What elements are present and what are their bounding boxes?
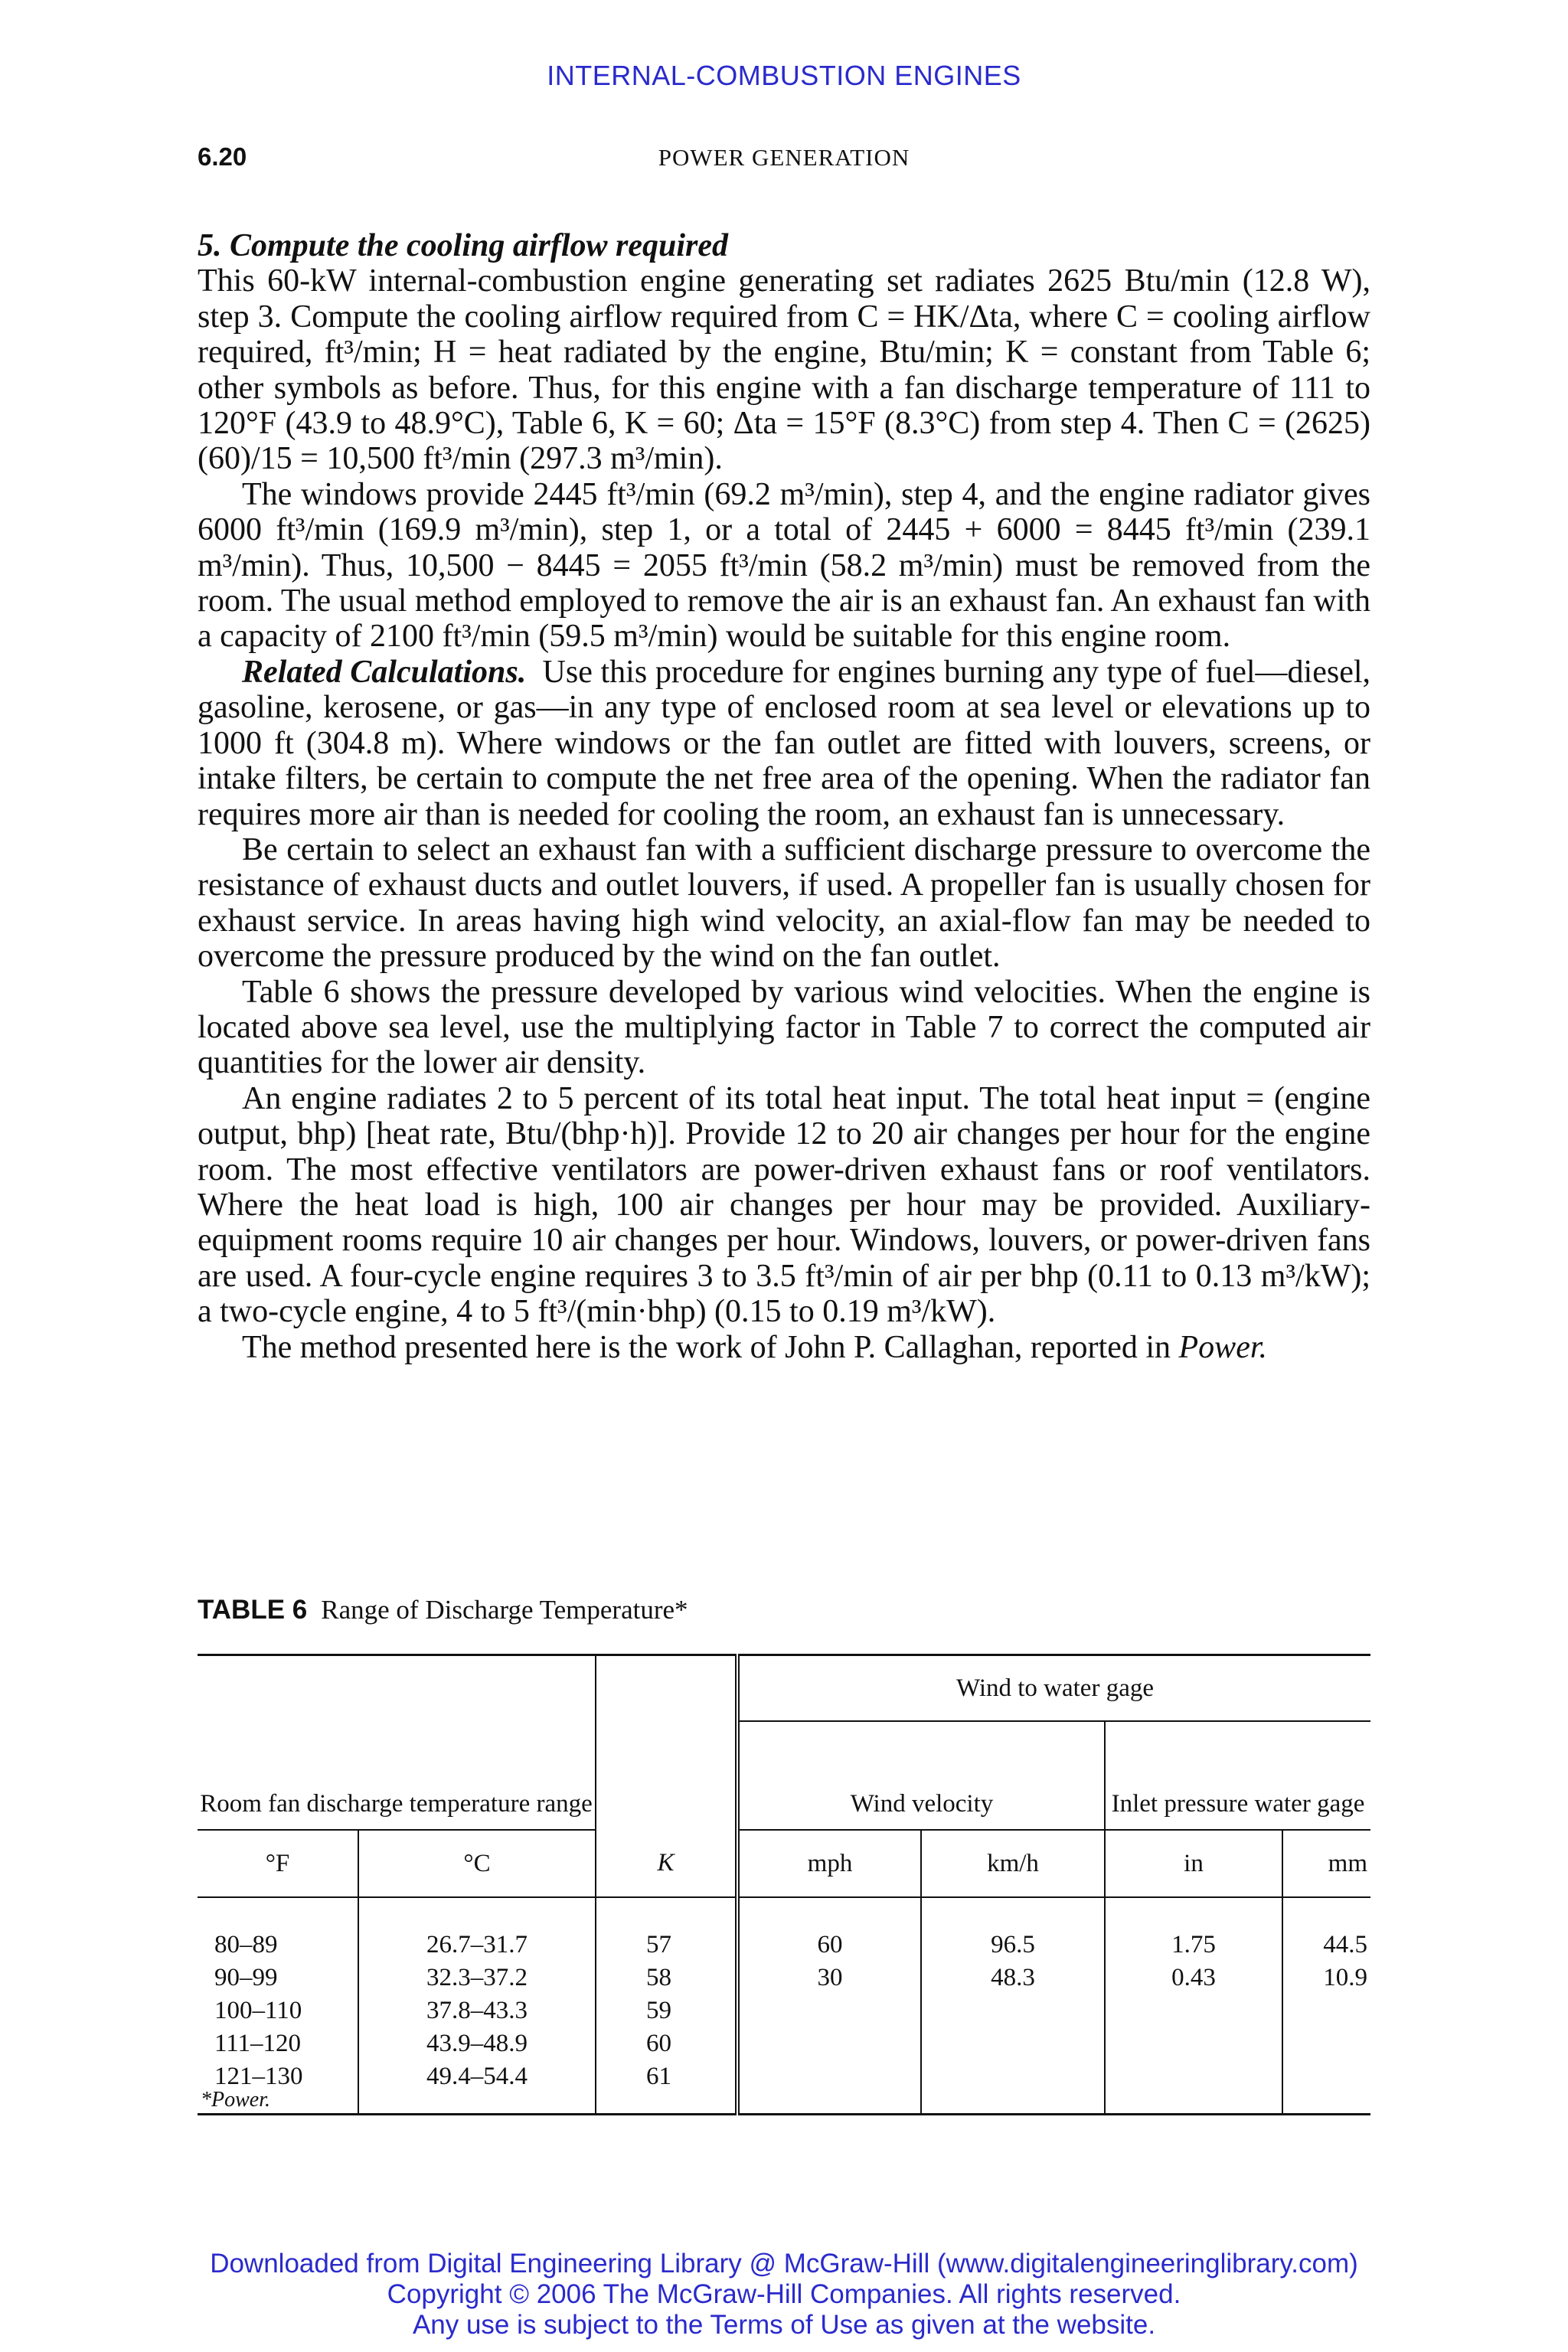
copyright-line: Copyright © 2006 The McGraw-Hill Companies. All rights reserved.	[387, 2279, 1181, 2309]
step-paragraph-2: The windows provide 2445 ft³/min (69.2 m³/min), step 4, and the engine radiator gives 6000 ft³/min (169.9 m³/min), step 1, or a total of 2445 + 6000 = 8445 ft³/min (239.1 m³/min). Thus, 10,500 − 8445 = 2055 ft³/min (58.2 m³/min) must be removed from the room. The usual method employed to remove the air is an exhaust fan. An exhaust fan with a capacity of 2100 ft³/min (59.5 m³/min) would be suitable for this engine room.	[198, 476, 1370, 655]
discharge-temperature-table	[198, 1654, 1370, 2115]
body-text	[198, 228, 1370, 1365]
chapter-banner: INTERNAL-COMBUSTION ENGINES	[547, 60, 1021, 91]
related-heading: Related Calculations.	[242, 654, 527, 690]
source-title: Power.	[1178, 1329, 1268, 1365]
unit-mph: mph	[737, 1830, 921, 1897]
header-wind-to-water-gage: Wind to water gage	[737, 1655, 1370, 1722]
column-kmh: 96.5 48.3	[921, 1897, 1105, 2115]
copyright-notice	[0, 2249, 1568, 2341]
column-k: 57 58 59 60 61	[596, 1897, 737, 2115]
column-celsius: 26.7–31.7 32.3–37.2 37.8–43.3 43.9–48.9 49.4–54.4	[358, 1897, 596, 2115]
table-label: TABLE 6	[198, 1595, 308, 1625]
running-title: POWER GENERATION	[658, 144, 910, 171]
header-room-fan-range: Room fan discharge temperature range	[198, 1655, 596, 1831]
unit-celsius: °C	[358, 1830, 596, 1897]
header-k-blank	[596, 1655, 737, 1831]
column-mm: 44.5 10.9	[1323, 1931, 1367, 1991]
step-heading: 5. Compute the cooling airflow required	[198, 228, 729, 263]
related-paragraph-4: An engine radiates 2 to 5 percent of its total heat input. The total heat input = (engine output, bhp) [heat rate, Btu/(bhp·h)]. Provide 12 to 20 air changes per hour for the engine room. The most effective ventilators are power-driven exhaust fans or roof ventilators. Where the heat load is high, 100 air changes per hour may be provided. Auxiliary-equipment rooms require 10 air changes per hour. Windows, louvers, or power-driven fans are used. A four-cycle engine requires 3 to 3.5 ft³/min of air per bhp (0.11 to 0.13 m³/kW); a two-cycle engine, 4 to 5 ft³/(min·bhp) (0.15 to 0.19 m³/kW).	[198, 1080, 1370, 1330]
unit-mm: mm	[1328, 1849, 1367, 1877]
table-6	[198, 1654, 1370, 2115]
related-paragraph-1	[198, 655, 1370, 832]
related-text-5: The method presented here is the work of John P. Callaghan, reported in	[242, 1329, 1179, 1365]
related-paragraph-2: Be certain to select an exhaust fan with a sufficient discharge pressure to overcome the resistance of exhaust ducts and outlet louvers, if used. A propeller fan is usually chosen for exhaust service. In areas having high wind velocity, an axial-flow fan may be needed to overcome the pressure produced by the wind on the fan outlet.	[198, 831, 1370, 975]
column-in: 1.75 0.43	[1105, 1897, 1282, 2115]
table-caption	[198, 1595, 688, 1625]
unit-kmh: km/h	[921, 1830, 1105, 1897]
table-title: Range of Discharge Temperature*	[321, 1595, 688, 1625]
column-fahrenheit: 80–89 90–99 100–110 111–120 121–130	[198, 1897, 358, 2115]
column-mph: 60 30	[737, 1897, 921, 2115]
unit-fahrenheit: °F	[198, 1830, 358, 1897]
unit-in: in	[1105, 1830, 1282, 1897]
step-paragraph-1: This 60-kW internal-combustion engine generating set radiates 2625 Btu/min (12.8 W), step 3. Compute the cooling airflow required from C = HK/Δta, where C = cooling airflow required, ft³/min; H = heat radiated by the engine, Btu/min; K = constant from Table 6; other symbols as before. Thus, for this engine with a fan discharge temperature of 111 to 120°F (43.9 to 48.9°C), Table 6, K = 60; Δta = 15°F (8.3°C) from step 4. Then C = (2625)(60)/15 = 10,500 ft³/min (297.3 m³/min).	[198, 263, 1370, 477]
header-wind-velocity: Wind velocity	[737, 1721, 1105, 1830]
unit-k: K	[596, 1830, 737, 1897]
related-paragraph-5	[198, 1330, 1370, 1365]
table-footnote: *Power.	[201, 2088, 270, 2112]
terms-line: Any use is subject to the Terms of Use as given at the website.	[412, 2310, 1156, 2340]
download-source-line: Downloaded from Digital Engineering Library @ McGraw-Hill (www.digitalengineeringlibrary.com)	[210, 2249, 1358, 2278]
header-inlet-pressure: Inlet pressure water gage	[1105, 1721, 1370, 1830]
related-paragraph-3: Table 6 shows the pressure developed by various wind velocities. When the engine is located above sea level, use the multiplying factor in Table 7 to correct the computed air quantities for the lower air density.	[198, 974, 1370, 1081]
related-text-1: Use this procedure for engines burning any type of fuel—diesel, gasoline, kerosene, or gas—in any type of enclosed room at sea level or elevations up to 1000 ft (304.8 m). Where windows or the fan outlet are fitted with louvers, screens, or intake filters, be certain to compute the net free area of the opening. When the radiator fan requires more air than is needed for cooling the room, an exhaust fan is unnecessary.	[198, 654, 1371, 832]
page-number: 6.20	[198, 142, 247, 171]
